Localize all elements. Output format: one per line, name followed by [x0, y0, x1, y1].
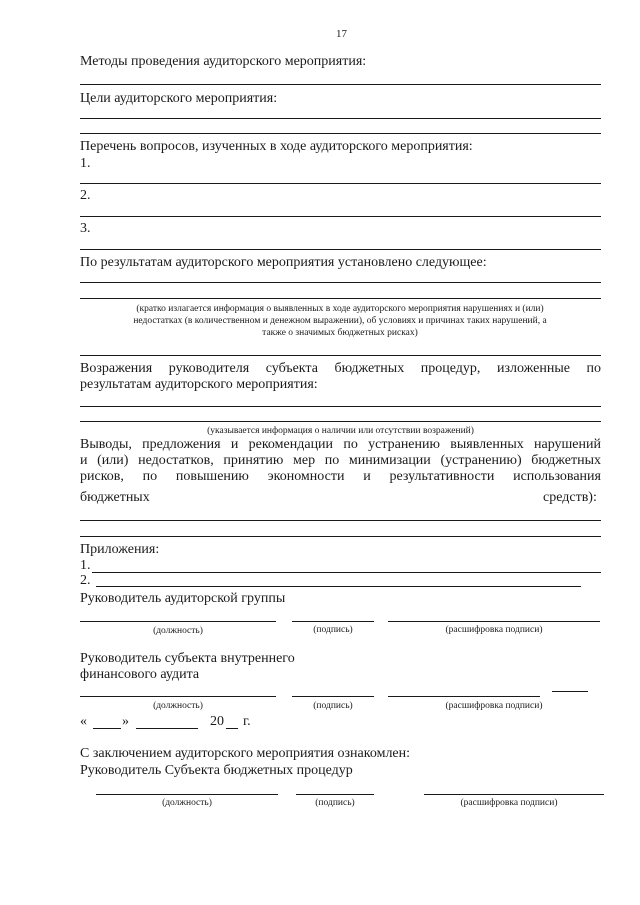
conclusions-line-4-right: средств):	[543, 490, 597, 505]
conclusions-fill-line-2[interactable]	[80, 536, 601, 537]
goals-fill-line-2[interactable]	[80, 133, 601, 134]
objections-label-line-1: Возражения руководителя субъекта бюджетных процедур, изложенные по	[80, 361, 601, 376]
conclusions-fill-line-1[interactable]	[80, 520, 601, 521]
internal-audit-head-position-caption: (должность)	[153, 701, 203, 711]
budget-head-decoding-caption: (расшифровка подписи)	[460, 798, 558, 808]
budget-head-decoding-line[interactable]	[424, 794, 604, 795]
budget-head-label: Руководитель Субъекта бюджетных процедур	[80, 763, 353, 778]
attachment-item-2-number: 2.	[80, 573, 91, 588]
internal-audit-head-signature-caption: (подпись)	[313, 701, 353, 711]
conclusions-text	[80, 437, 601, 485]
group-head-position-caption: (должность)	[153, 626, 203, 636]
internal-audit-head-line-1: Руководитель субъекта внутреннего	[80, 651, 295, 666]
date-year-line[interactable]	[226, 728, 238, 729]
date-year-suffix: г.	[243, 714, 251, 729]
internal-audit-head-position-line[interactable]	[80, 696, 276, 697]
question-item-3-number: 3.	[80, 221, 91, 236]
objections-note: (указывается информация о наличии или отсутствии возражений)	[207, 426, 474, 436]
results-note-line-2: недостатках (в количественном и денежном выражении), об условиях и причинах таких нарушений, а	[133, 316, 547, 326]
internal-audit-head-decoding-line[interactable]	[388, 696, 540, 697]
question-item-2-line[interactable]	[80, 216, 601, 217]
conclusions-line-1: Выводы, предложения и рекомендации по устранению выявленных нарушений	[80, 437, 601, 452]
results-fill-line-3[interactable]	[80, 355, 601, 356]
attachment-item-2-line[interactable]	[96, 586, 581, 587]
question-item-2-number: 2.	[80, 188, 91, 203]
date-quote-close: »	[122, 714, 129, 729]
group-head-position-line[interactable]	[80, 621, 276, 622]
question-item-1-line[interactable]	[80, 183, 601, 184]
date-month-line[interactable]	[136, 728, 198, 729]
budget-head-position-line[interactable]	[96, 794, 278, 795]
date-day-line[interactable]	[93, 728, 121, 729]
questions-label: Перечень вопросов, изученных в ходе аудиторского мероприятия:	[80, 139, 473, 154]
methods-fill-line[interactable]	[80, 84, 601, 85]
group-head-decoding-line[interactable]	[388, 621, 600, 622]
page-number: 17	[336, 28, 347, 40]
attachment-item-1-number: 1.	[80, 558, 91, 573]
conclusions-line-2: и (или) недостатков, принятию мер по минимизации (устранению) бюджетных	[80, 453, 601, 468]
question-item-3-line[interactable]	[80, 249, 601, 250]
group-head-decoding-caption: (расшифровка подписи)	[445, 625, 543, 635]
attachments-label: Приложения:	[80, 542, 160, 557]
results-fill-line-2[interactable]	[80, 298, 601, 299]
internal-audit-head-extra-line[interactable]	[552, 691, 588, 692]
goals-fill-line-1[interactable]	[80, 118, 601, 119]
date-quote-open: «	[80, 714, 87, 729]
internal-audit-head-decoding-caption: (расшифровка подписи)	[445, 701, 543, 711]
attachment-item-1-line[interactable]	[92, 572, 601, 573]
objections-label-line-2: результатам аудиторского мероприятия:	[80, 377, 318, 392]
results-note	[70, 303, 610, 339]
results-note-line-3: также о значимых бюджетных рисках)	[262, 328, 418, 338]
results-note-line-1: (кратко излагается информация о выявленных в ходе аудиторского мероприятия нарушениях и (или)	[136, 304, 544, 314]
budget-head-position-caption: (должность)	[162, 798, 212, 808]
conclusions-line-4-left: бюджетных	[80, 490, 150, 505]
objections-fill-line-1[interactable]	[80, 406, 601, 407]
acquainted-label: С заключением аудиторского мероприятия ознакомлен:	[80, 746, 411, 761]
goals-label: Цели аудиторского мероприятия:	[80, 91, 278, 106]
results-label: По результатам аудиторского мероприятия установлено следующее:	[80, 255, 487, 270]
objections-fill-line-2[interactable]	[80, 421, 601, 422]
question-item-1-number: 1.	[80, 156, 91, 171]
group-head-signature-caption: (подпись)	[313, 625, 353, 635]
internal-audit-head-signature-line[interactable]	[292, 696, 374, 697]
internal-audit-head-line-2: финансового аудита	[80, 667, 200, 682]
results-fill-line-1[interactable]	[80, 282, 601, 283]
group-head-label: Руководитель аудиторской группы	[80, 591, 286, 606]
budget-head-signature-line[interactable]	[296, 794, 374, 795]
methods-label: Методы проведения аудиторского мероприятия:	[80, 54, 367, 69]
conclusions-line-3: рисков, по повышению экономности и результативности использования	[80, 469, 601, 484]
objections-label	[80, 361, 601, 393]
group-head-signature-line[interactable]	[292, 621, 374, 622]
budget-head-signature-caption: (подпись)	[315, 798, 355, 808]
date-year-prefix: 20	[210, 714, 224, 729]
